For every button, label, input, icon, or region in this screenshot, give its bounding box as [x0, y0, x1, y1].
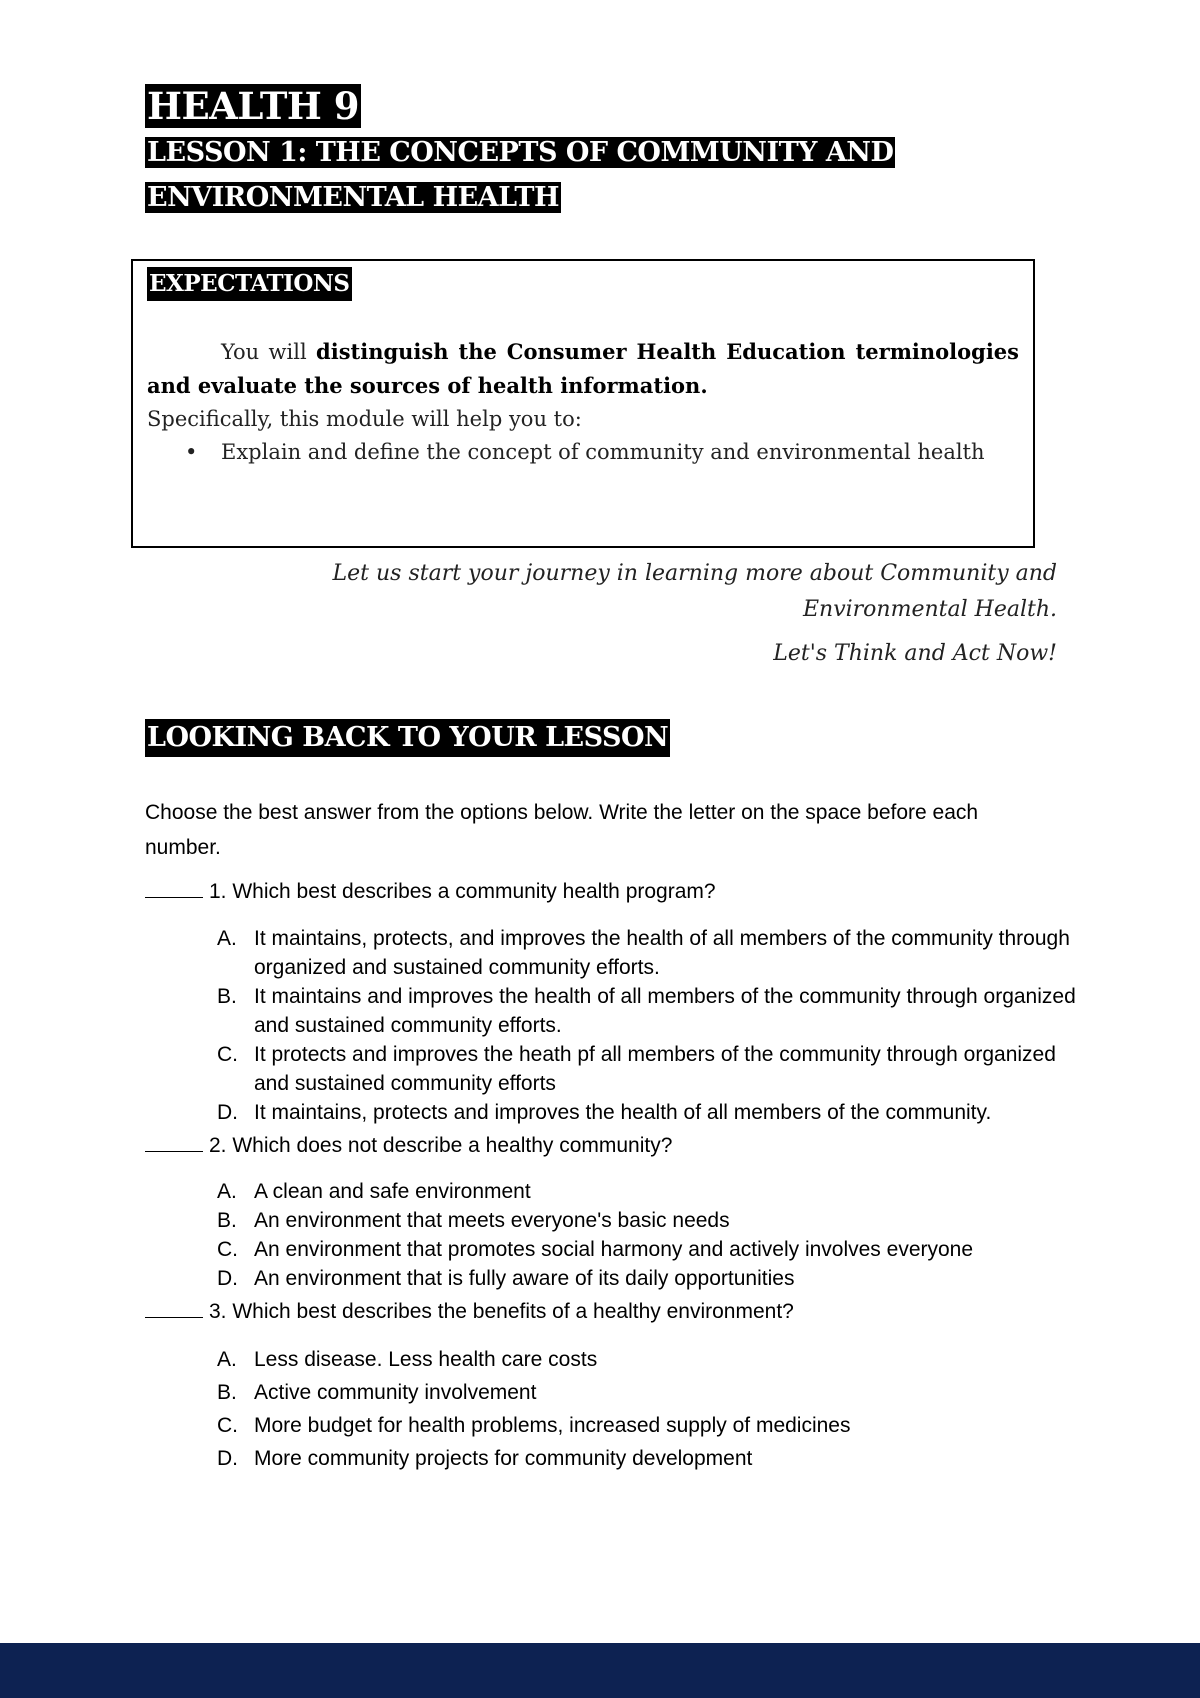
option-letter: C. — [217, 1043, 238, 1066]
answer-blank[interactable] — [145, 1299, 203, 1318]
expectations-list — [147, 436, 1019, 469]
options-list — [145, 1343, 1085, 1475]
question-1 — [145, 877, 1085, 1127]
options-list — [145, 924, 1085, 1127]
expectations-heading: EXPECTATIONS — [147, 267, 352, 301]
lesson-title — [145, 130, 1005, 220]
list-item — [145, 982, 1085, 1040]
expectations-body — [147, 335, 1019, 469]
lesson-title-line-1: LESSON 1: THE CONCEPTS OF COMMUNITY AND — [147, 137, 894, 168]
subject-title: HEALTH 9 — [147, 84, 359, 128]
journey-line-2: Let's Think and Act Now! — [773, 641, 1057, 666]
option-letter: C. — [217, 1238, 238, 1261]
option-text: A clean and safe environment — [254, 1180, 531, 1203]
answer-blank[interactable] — [145, 1133, 203, 1152]
question-3 — [145, 1297, 1085, 1475]
option-letter: A. — [217, 1180, 237, 1203]
list-item — [145, 1177, 1085, 1206]
list-item — [145, 1098, 1085, 1127]
list-item — [145, 1264, 1085, 1293]
option-letter: D. — [217, 1101, 238, 1124]
question-text: 3. Which best describes the benefits of a healthy environment? — [209, 1300, 794, 1323]
instructions: Choose the best answer from the options below. Write the letter on the space before each number. — [145, 801, 979, 859]
option-letter: A. — [217, 927, 237, 950]
option-text: It protects and improves the heath pf all members of the community through organized and sustained community efforts — [254, 1043, 1056, 1095]
option-letter: B. — [217, 1209, 237, 1232]
option-letter: B. — [217, 1381, 237, 1404]
list-item — [145, 1409, 1085, 1442]
journey-line-1: Let us start your journey in learning more about Community and Environmental Health. — [332, 561, 1057, 622]
list-item — [145, 1235, 1085, 1264]
list-item — [145, 1376, 1085, 1409]
option-letter: C. — [217, 1414, 238, 1437]
option-text: Active community involvement — [254, 1381, 537, 1404]
option-text: More community projects for community development — [254, 1447, 753, 1470]
question-text: 2. Which does not describe a healthy community? — [209, 1134, 673, 1157]
list-item — [145, 1040, 1085, 1098]
option-text: An environment that promotes social harmony and actively involves everyone — [254, 1238, 974, 1261]
bullet-icon: • — [185, 440, 198, 464]
expectations-intro — [147, 335, 1019, 403]
intro-bold-text: distinguish the Consumer Health Education terminologies and evaluate the sources of health information. — [147, 339, 1019, 398]
option-text: It maintains and improves the health of all members of the community through organized and sustained community efforts. — [254, 985, 1076, 1037]
lesson-title-line-2: ENVIRONMENTAL HEALTH — [147, 182, 559, 213]
question-text: 1. Which best describes a community health program? — [209, 880, 716, 903]
list-item — [145, 1343, 1085, 1376]
bullet-text: Explain and define the concept of community and environmental health — [221, 440, 985, 464]
option-text: An environment that is fully aware of its daily opportunities — [254, 1267, 795, 1290]
option-letter: D. — [217, 1447, 238, 1470]
option-letter: A. — [217, 1348, 237, 1371]
looking-back-heading: LOOKING BACK TO YOUR LESSON — [145, 719, 670, 757]
journey-note — [257, 556, 1057, 672]
list-item — [147, 436, 1019, 469]
option-text: It maintains, protects and improves the health of all members of the community. — [254, 1101, 992, 1124]
list-item — [145, 1206, 1085, 1235]
option-text: An environment that meets everyone's basic needs — [254, 1209, 730, 1232]
expectations-box — [131, 259, 1035, 548]
option-text: It maintains, protects, and improves the health of all members of the community through organized and sustained community efforts. — [254, 927, 1070, 979]
answer-blank[interactable] — [145, 879, 203, 898]
question-2 — [145, 1131, 1085, 1293]
option-text: More budget for health problems, increased supply of medicines — [254, 1414, 851, 1437]
expectations-specifically: Specifically, this module will help you to: — [147, 407, 582, 431]
option-letter: D. — [217, 1267, 238, 1290]
options-list — [145, 1177, 1085, 1293]
list-item — [145, 924, 1085, 982]
option-letter: B. — [217, 985, 237, 1008]
option-text: Less disease. Less health care costs — [254, 1348, 598, 1371]
list-item — [145, 1442, 1085, 1475]
title-block — [145, 84, 1005, 220]
footer-band — [0, 1643, 1200, 1698]
intro-prefix: You will — [221, 340, 317, 364]
